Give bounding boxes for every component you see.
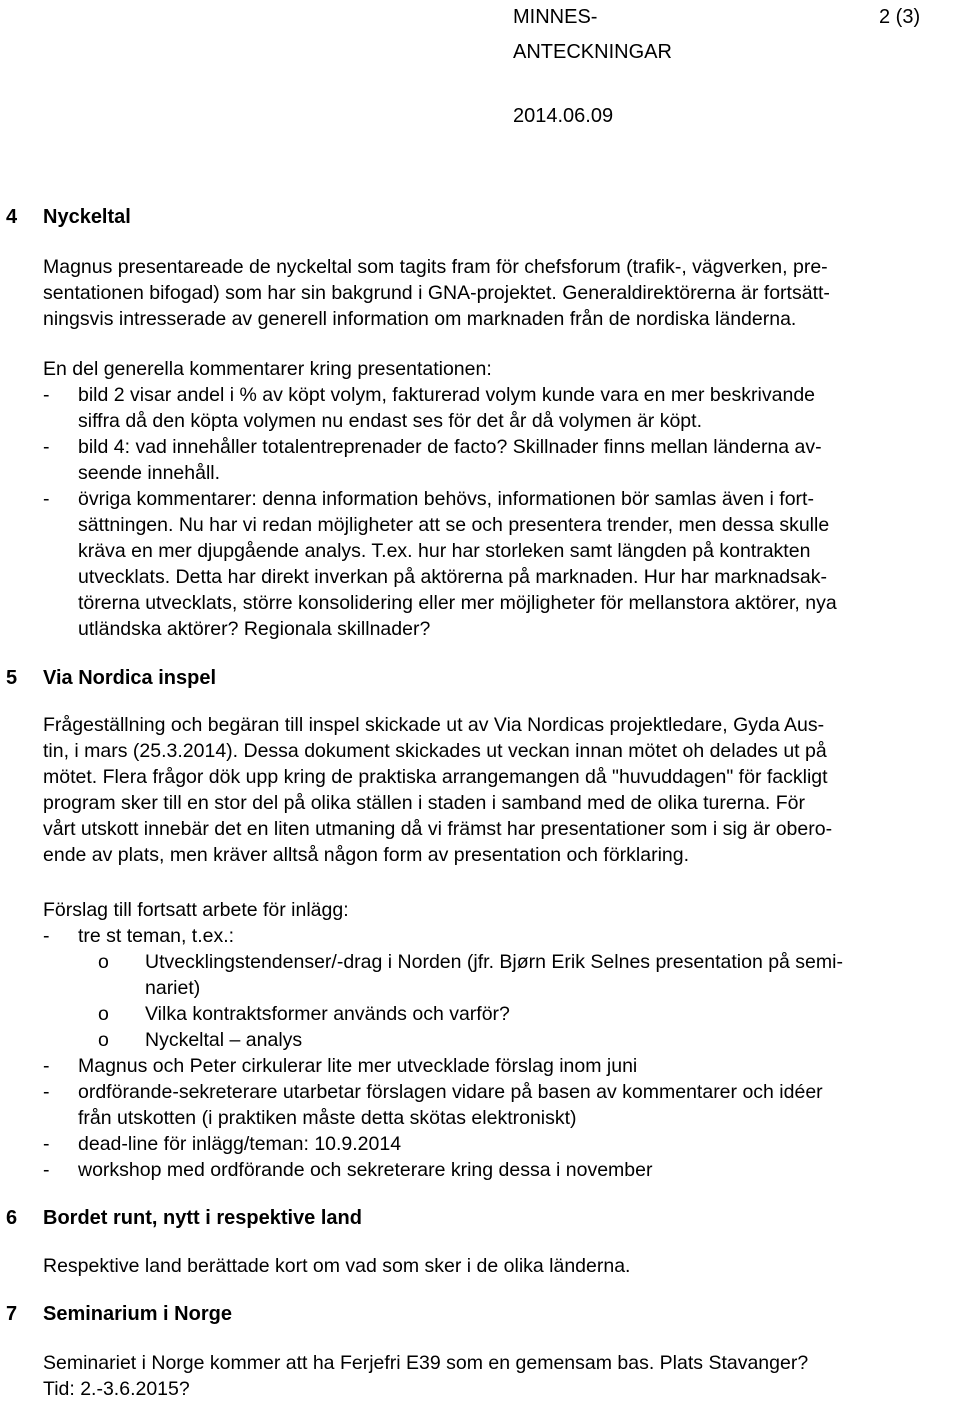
list-item <box>43 1157 958 1183</box>
list-item <box>43 1053 958 1079</box>
section-title: Via Nordica inspel <box>43 667 217 689</box>
sub-list-bullet: o <box>98 1029 109 1051</box>
section-4-intro <box>43 254 958 332</box>
list-item-line: utländska aktörer? Regionala skillnader? <box>78 618 431 640</box>
section-4-comments <box>43 356 958 642</box>
paragraph-line: Tid: 2.-3.6.2015? <box>43 1378 190 1400</box>
paragraph-line: Seminariet i Norge kommer att ha Ferjefri E39 som en gemensam bas. Plats Stavanger? <box>43 1352 809 1374</box>
list-item-line: sättningen. Nu har vi redan möjligheter att se och presentera trender, men dessa skulle <box>78 514 830 536</box>
list-item-line: siffra då den köpta volymen nu endast ses för det år då volymen är köpt. <box>78 410 702 432</box>
list-dash: - <box>43 1055 50 1077</box>
section-5-paragraph <box>43 712 958 868</box>
sub-list-item-line: Nyckeltal – analys <box>145 1029 303 1051</box>
paragraph-line: Frågeställning och begäran till inspel skickade ut av Via Nordicas projektledare, Gyda Aus- <box>43 714 825 736</box>
section-title: Seminarium i Norge <box>43 1303 232 1325</box>
paragraph-line: vårt utskott innebär det en liten utmaning då vi främst har presentationer som i sig är obero- <box>43 818 833 840</box>
paragraph-line: sentationen bifogad) som har sin bakgrund i GNA-projektet. Generaldirektörerna är fortsätt- <box>43 282 830 304</box>
paragraph-line: Respektive land berättade kort om vad som sker i de olika länderna. <box>43 1255 631 1277</box>
section-6-paragraph <box>43 1253 958 1279</box>
section-title: Nyckeltal <box>43 206 131 228</box>
document-date: 2014.06.09 <box>513 105 614 127</box>
sub-list-item <box>43 1001 958 1027</box>
list-item-line: ordförande-sekreterare utarbetar förslagen vidare på basen av kommentarer och idéer <box>78 1081 823 1103</box>
sub-list-item-line: Utvecklingstendenser/-drag i Norden (jfr. Bjørn Erik Selnes presentation på semi- <box>145 951 843 973</box>
section-5-heading <box>6 663 956 693</box>
sub-list-bullet: o <box>98 1003 109 1025</box>
paragraph-line: program sker till en stor del på olika ställen i staden i samband med de olika turerna. För <box>43 792 805 814</box>
section-5-proposals <box>43 897 958 1183</box>
list-item-line: törerna utvecklats, större konsolidering eller mer möjligheter för mellanstora aktörer, nya <box>78 592 837 614</box>
list-item-line: workshop med ordförande och sekreterare kring dessa i november <box>78 1159 653 1181</box>
list-item-line: seende innehåll. <box>78 462 221 484</box>
list-item-line: bild 4: vad innehåller totalentreprenader de facto? Skillnader finns mellan länderna av- <box>78 436 822 458</box>
document-type <box>513 0 672 70</box>
list-item <box>43 434 958 486</box>
list-item-line: utvecklats. Detta har direkt inverkan på aktörerna på marknaden. Hur har marknadsak- <box>78 566 827 588</box>
list-dash: - <box>43 1159 50 1181</box>
list-dash: - <box>43 1081 50 1103</box>
paragraph-line: Magnus presentareade de nyckeltal som tagits fram för chefsforum (trafik-, vägverken, pre- <box>43 256 828 278</box>
list-item-line: bild 2 visar andel i % av köpt volym, fakturerad volym kunde vara en mer beskrivande <box>78 384 816 406</box>
proposal-heading: Förslag till fortsatt arbete för inlägg: <box>43 899 349 921</box>
document-type-line-2: ANTECKNINGAR <box>513 41 672 63</box>
section-number: 4 <box>6 206 18 228</box>
list-dash: - <box>43 488 50 510</box>
sub-list-bullet: o <box>98 951 109 973</box>
list-item <box>43 1079 958 1131</box>
list-item-line: tre st teman, t.ex.: <box>78 925 235 947</box>
list-dash: - <box>43 384 50 406</box>
section-number: 7 <box>6 1303 18 1325</box>
section-6-heading <box>6 1203 956 1233</box>
list-item-line: kräva en mer djupgående analys. T.ex. hur har storleken samt längden på kontrakten <box>78 540 811 562</box>
section-7-paragraph <box>43 1350 958 1402</box>
sub-list-item-line: Vilka kontraktsformer används och varför? <box>145 1003 510 1025</box>
list-item <box>43 1131 958 1157</box>
section-number: 6 <box>6 1207 18 1229</box>
section-number: 5 <box>6 667 18 689</box>
list-item <box>43 382 958 434</box>
paragraph-line: mötet. Flera frågor dök upp kring de praktiska arrangemangen då "huvuddagen" för fackligt <box>43 766 828 788</box>
comments-heading: En del generella kommentarer kring presentationen: <box>43 358 492 380</box>
list-item-line: Magnus och Peter cirkulerar lite mer utvecklade förslag inom juni <box>78 1055 638 1077</box>
list-item-line: från utskotten (i praktiken måste detta skötas elektroniskt) <box>78 1107 577 1129</box>
section-7-heading <box>6 1299 956 1329</box>
list-item <box>43 486 958 642</box>
sub-list-item-line: nariet) <box>145 977 201 999</box>
section-title: Bordet runt, nytt i respektive land <box>43 1207 362 1229</box>
paragraph-line: ende av plats, men kräver alltså någon form av presentation och förklaring. <box>43 844 690 866</box>
document-type-line-1: MINNES- <box>513 6 598 28</box>
list-dash: - <box>43 436 50 458</box>
list-item-line: övriga kommentarer: denna information behövs, informationen bör samlas även i fort- <box>78 488 814 510</box>
list-item-line: dead-line för inlägg/teman: 10.9.2014 <box>78 1133 402 1155</box>
section-4-heading <box>6 202 956 232</box>
paragraph-line: tin, i mars (25.3.2014). Dessa dokument skickades ut veckan innan mötet oh delades ut på <box>43 740 827 762</box>
sub-list-item <box>43 1027 958 1053</box>
list-dash: - <box>43 925 50 947</box>
sub-list-item <box>43 949 958 1001</box>
list-item <box>43 923 958 949</box>
page-number: 2 (3) <box>879 6 921 28</box>
list-dash: - <box>43 1133 50 1155</box>
paragraph-line: ningsvis intresserade av generell information om marknaden från de nordiska länderna. <box>43 308 797 330</box>
